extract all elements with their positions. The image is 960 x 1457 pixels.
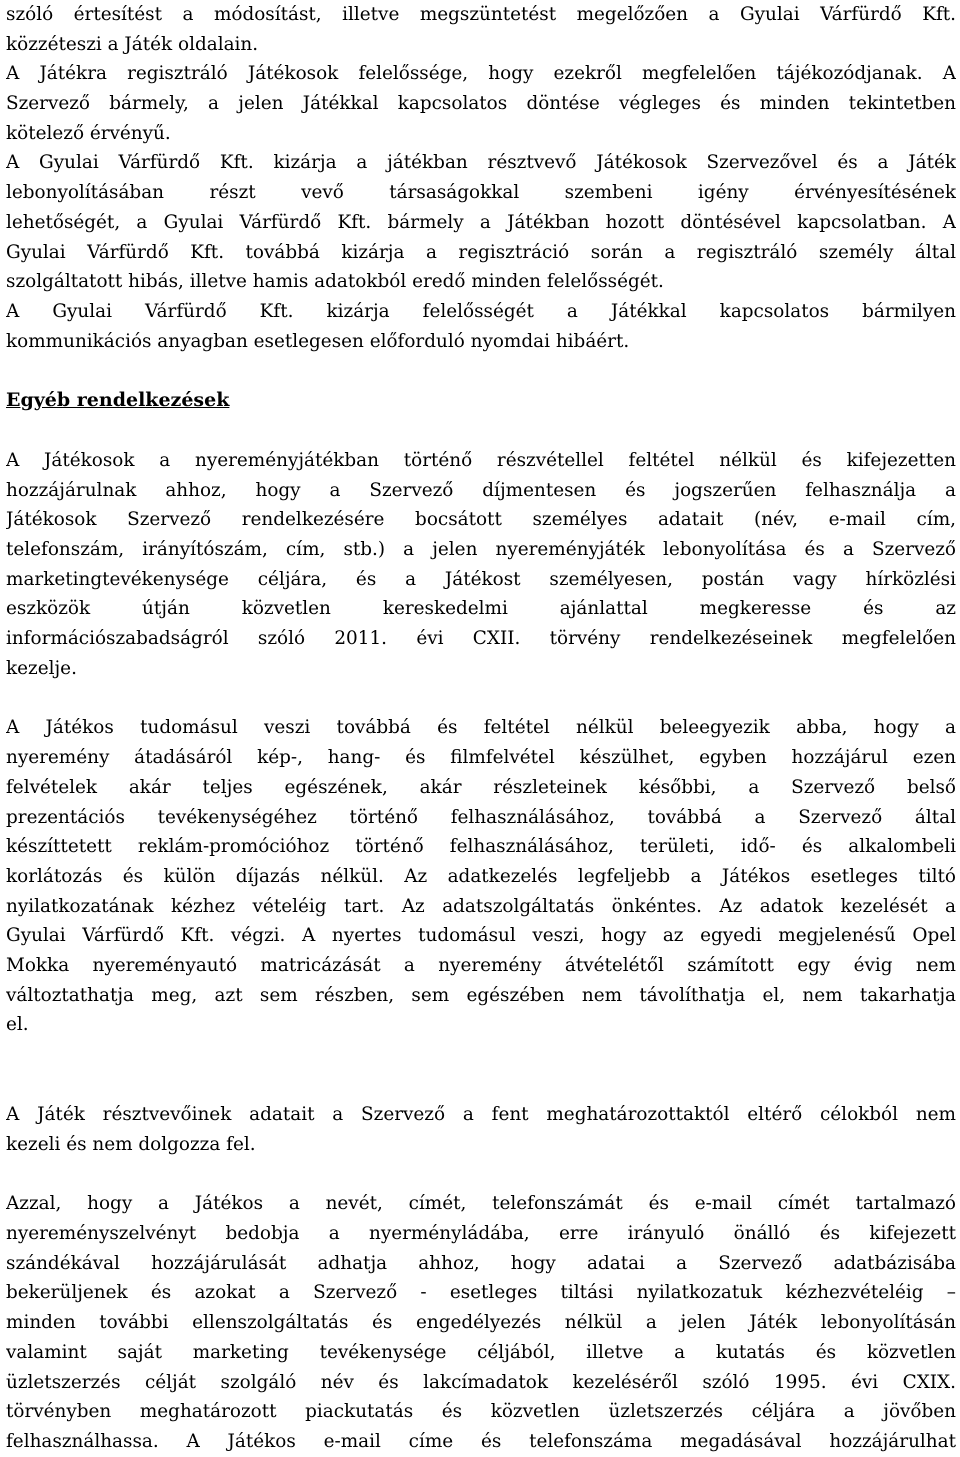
text-line: változtathatja meg, azt sem részben, sem egészében nem távolíthatja el, nem takarhatja (6, 984, 956, 1006)
text-line: A Játékra regisztráló Játékosok felelőssége, hogy ezekről megfelelően tájékozódjanak. A (6, 63, 956, 85)
paragraph-data-consent (6, 446, 956, 684)
paragraph-liability (6, 0, 956, 356)
section-heading: Egyéb rendelkezések (6, 389, 230, 412)
paragraph-marketing-consent (6, 1189, 956, 1456)
text-line: A Gyulai Várfürdő Kft. kizárja a játékban résztvevő Játékosok Szervezővel és a Játék (6, 152, 956, 174)
text-line: telefonszám, irányítószám, cím, stb.) a jelen nyereményjáték lebonyolítása és a Szervező (6, 539, 956, 560)
text-line: A Gyulai Várfürdő Kft. kizárja felelősségét a Játékkal kapcsolatos bármilyen (6, 300, 956, 322)
spacer (6, 1159, 956, 1189)
text-line: Gyulai Várfürdő Kft. továbbá kizárja a regisztráció során a regisztráló személy által (6, 241, 956, 263)
text-line: szóló értesítést a módosítást, illetve megszüntetést megelőzően a Gyulai Várfürdő Kft. (6, 4, 956, 25)
paragraph-recording-consent (6, 713, 956, 1040)
text-line: kommunikációs anyagban esetlegesen előforduló nyomdai hibáért. (6, 330, 630, 352)
text-line: Mokka nyereményautó matricázását a nyeremény átvételétől számított egy évig nem (6, 954, 956, 976)
text-line: kezelje. (6, 657, 77, 679)
text-line: bekerüljenek és azokat a Szervező - esetleges tiltási nyilatkozatuk kézhezvételéig – (6, 1282, 956, 1304)
spacer (6, 356, 956, 386)
text-line: minden további ellenszolgáltatás és engedélyezés nélkül a jelen Játék lebonyolításán (6, 1312, 956, 1334)
text-line: felvételek akár teljes egészének, akár részleteinek későbbi, a Szervező belső (6, 776, 956, 798)
text-line: kötelező érvényű. (6, 122, 171, 144)
text-line: nyilatkozatának kézhez vételéig tart. Az adatszolgáltatás önkéntes. Az adatok kezelését a (6, 895, 956, 917)
text-line: A Játékosok a nyereményjátékban történő részvétellel feltétel nélkül és kifejezetten (6, 449, 956, 471)
text-line: felhasználhassa. A Játékos e-mail címe és telefonszáma megadásával hozzájárulhat (6, 1430, 956, 1452)
text-line: információszabadságról szóló 2011. évi CXII. törvény rendelkezéseinek megfelelően (6, 628, 956, 650)
text-line: Gyulai Várfürdő Kft. végzi. A nyertes tudomásul veszi, hogy az egyedi megjelenésű Opel (6, 925, 956, 947)
spacer (6, 683, 956, 713)
text-line: A Játékos tudomásul veszi továbbá és feltétel nélkül beleegyezik abba, hogy a (6, 717, 956, 739)
text-line: Szervező bármely, a jelen Játékkal kapcsolatos döntése végleges és minden tekintetben (6, 93, 956, 115)
text-line: törvényben meghatározott piackutatás és közvetlen üzletszerzés céljára a jövőben (6, 1401, 956, 1423)
text-line: üzletszerzés célját szolgáló név és lakcímadatok kezeléséről szóló 1995. évi CXIX. (6, 1371, 956, 1393)
spacer (6, 1040, 956, 1100)
text-line: eszközök útján közvetlen kereskedelmi ajánlattal megkeresse és az (6, 598, 956, 620)
document-page (6, 0, 956, 1457)
text-line: el. (6, 1014, 29, 1036)
text-line: Játékosok Szervező rendelkezésére bocsátott személyes adatait (név, e-mail cím, (6, 509, 956, 531)
text-line: hozzájárulnak ahhoz, hogy a Szervező díjmentesen és jogszerűen felhasználja a (6, 479, 956, 501)
text-line: lehetőségét, a Gyulai Várfürdő Kft. bármely a Játékban hozott döntésével kapcsolatban. A (6, 211, 956, 233)
text-line: szándékával hozzájárulását adhatja ahhoz, hogy adatai a Szervező adatbázisába (6, 1252, 956, 1274)
text-line: Azzal, hogy a Játékos a nevét, címét, telefonszámát és e-mail címét tartalmazó (6, 1193, 956, 1215)
text-line: A Játék résztvevőinek adatait a Szervező a fent meghatározottaktól eltérő célokból nem (6, 1104, 956, 1125)
text-line: marketingtevékenysége céljára, és a Játékost személyesen, postán vagy hírközlési (6, 568, 956, 590)
text-line: valamint saját marketing tevékenysége céljából, illetve a kutatás és közvetlen (6, 1341, 956, 1363)
text-line: korlátozás és külön díjazás nélkül. Az adatkezelés legfeljebb a Játékos esetleges tiltó (6, 865, 956, 887)
text-line: nyereményszelvényt bedobja a nyerményládába, erre irányuló önálló és kifejezett (6, 1223, 956, 1245)
text-line: lebonyolításában részt vevő társaságokkal szembeni igény érvényesítésének (6, 182, 956, 204)
text-line: nyeremény átadásáról kép-, hang- és filmfelvétel készülhet, egyben hozzájárul ezen (6, 747, 956, 769)
text-line: kezeli és nem dolgozza fel. (6, 1133, 256, 1155)
paragraph-data-purpose (6, 1100, 956, 1159)
text-line: prezentációs tevékenységéhez történő felhasználásához, továbbá a Szervező által (6, 806, 956, 828)
text-line: készíttetett reklám-promócióhoz történő felhasználásához, területi, idő- és alkalombeli (6, 836, 956, 858)
text-line: közzéteszi a Játék oldalain. (6, 33, 259, 55)
text-line: szolgáltatott hibás, illetve hamis adatokból eredő minden felelősségét. (6, 271, 664, 293)
spacer (6, 416, 956, 446)
